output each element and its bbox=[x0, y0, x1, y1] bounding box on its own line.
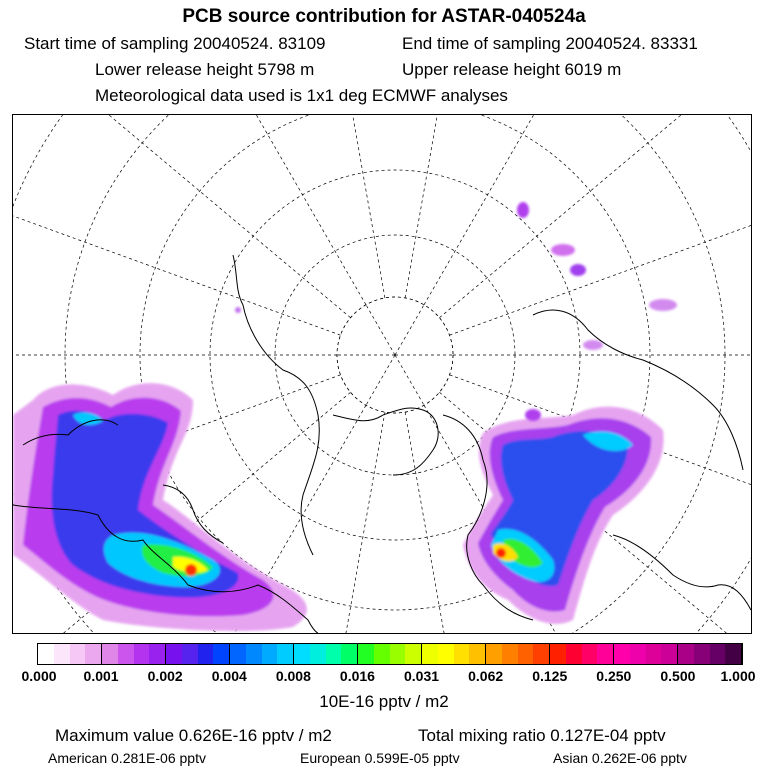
colorbar-swatch bbox=[166, 644, 182, 664]
meridian-line bbox=[45, 115, 366, 305]
meteo-text: Meteorological data used is 1x1 deg ECMWF analyses bbox=[95, 86, 508, 105]
colorbar-tick-label: 0.500 bbox=[660, 668, 696, 684]
colorbar-tick-label: 0.001 bbox=[83, 668, 119, 684]
scattered-plumes bbox=[235, 202, 677, 421]
colorbar-tick-label: 0.004 bbox=[211, 668, 247, 684]
legend-unit: 10E-16 pptv / m2 bbox=[319, 692, 449, 711]
colorbar-swatch bbox=[630, 644, 646, 664]
colorbar-tick-label: 0.002 bbox=[147, 668, 183, 684]
colorbar-swatch bbox=[405, 644, 422, 664]
max-value-text: Maximum value 0.626E-16 pptv / m2 bbox=[55, 726, 332, 745]
colorbar-swatch bbox=[469, 644, 486, 664]
colorbar-swatch bbox=[678, 644, 694, 664]
end-time-text: End time of sampling 20040524. 83331 bbox=[402, 34, 698, 53]
colorbar-swatch bbox=[38, 644, 54, 664]
colorbar-swatch bbox=[134, 644, 150, 664]
asian-text: Asian 0.262E-06 pptv bbox=[553, 750, 687, 766]
meridian-line bbox=[273, 115, 384, 298]
colorbar-swatch bbox=[213, 644, 230, 664]
colorbar-swatch bbox=[310, 644, 326, 664]
colorbar-swatch bbox=[374, 644, 390, 664]
colorbar-tick-label: 0.016 bbox=[339, 668, 375, 684]
map-svg bbox=[13, 115, 752, 634]
colorbar-swatch bbox=[646, 644, 662, 664]
colorbar-swatch bbox=[502, 644, 518, 664]
colorbar-swatch bbox=[582, 644, 598, 664]
colorbar-swatch bbox=[54, 644, 70, 664]
colorbar-swatch bbox=[230, 644, 246, 664]
colorbar-swatch bbox=[198, 644, 214, 664]
meridian-line bbox=[424, 115, 745, 305]
colorbar-swatch bbox=[358, 644, 374, 664]
colorbar-swatch bbox=[326, 644, 342, 664]
total-mixing-text: Total mixing ratio 0.127E-04 pptv bbox=[418, 726, 666, 745]
european-text: European 0.599E-05 pptv bbox=[300, 750, 460, 766]
meridian-line bbox=[366, 305, 395, 355]
colorbar-tick-label: 0.008 bbox=[275, 668, 311, 684]
meridian-line bbox=[405, 115, 516, 298]
colorbar-swatch bbox=[277, 644, 294, 664]
meridian-line bbox=[13, 115, 351, 318]
colorbar-tick-label: 0.000 bbox=[21, 668, 57, 684]
colorbar-tick-label: 1.000 bbox=[720, 668, 756, 684]
colorbar-swatch bbox=[486, 644, 502, 664]
map-title: PCB source contribution for ASTAR-040524a bbox=[182, 6, 586, 27]
colorbar-swatch bbox=[694, 644, 710, 664]
colorbar-swatch bbox=[422, 644, 438, 664]
colorbar-swatch bbox=[85, 644, 102, 664]
colorbar-swatch bbox=[294, 644, 310, 664]
meridian-line bbox=[395, 355, 424, 405]
meridian-line bbox=[439, 115, 752, 318]
plume-north-america bbox=[13, 383, 307, 631]
colorbar bbox=[37, 643, 743, 665]
colorbar-swatch bbox=[597, 644, 614, 664]
colorbar-swatch bbox=[614, 644, 630, 664]
colorbar-swatch bbox=[725, 644, 742, 664]
meridian-line bbox=[395, 305, 424, 355]
meridian-line bbox=[13, 116, 340, 336]
colorbar-swatch bbox=[246, 644, 262, 664]
colorbar-swatch bbox=[518, 644, 534, 664]
polar-map bbox=[12, 114, 752, 634]
american-text: American 0.281E-06 pptv bbox=[48, 750, 206, 766]
lower-release-text: Lower release height 5798 m bbox=[95, 60, 315, 79]
colorbar-swatch bbox=[262, 644, 278, 664]
plume-europe-asia bbox=[463, 407, 664, 624]
colorbar-swatch bbox=[533, 644, 550, 664]
colorbar-tick-label: 0.250 bbox=[596, 668, 632, 684]
meridian-line bbox=[450, 116, 752, 336]
colorbar-swatch bbox=[438, 644, 454, 664]
colorbar-swatch bbox=[454, 644, 470, 664]
start-time-text: Start time of sampling 20040524. 83109 bbox=[24, 34, 326, 53]
colorbar-tick-label: 0.125 bbox=[532, 668, 568, 684]
colorbar-tick-label: 0.031 bbox=[404, 668, 440, 684]
colorbar-swatch bbox=[182, 644, 198, 664]
colorbar-swatch bbox=[390, 644, 406, 664]
colorbar-swatch bbox=[70, 644, 86, 664]
colorbar-swatch bbox=[341, 644, 358, 664]
colorbar-swatch bbox=[118, 644, 134, 664]
colorbar-swatch bbox=[102, 644, 118, 664]
colorbar-swatch bbox=[710, 644, 726, 664]
colorbar-swatch bbox=[550, 644, 566, 664]
colorbar-swatch bbox=[661, 644, 678, 664]
colorbar-tick-label: 0.062 bbox=[468, 668, 504, 684]
colorbar-swatch bbox=[149, 644, 166, 664]
upper-release-text: Upper release height 6019 m bbox=[402, 60, 622, 79]
meridian-line bbox=[366, 355, 395, 405]
colorbar-swatch bbox=[566, 644, 582, 664]
